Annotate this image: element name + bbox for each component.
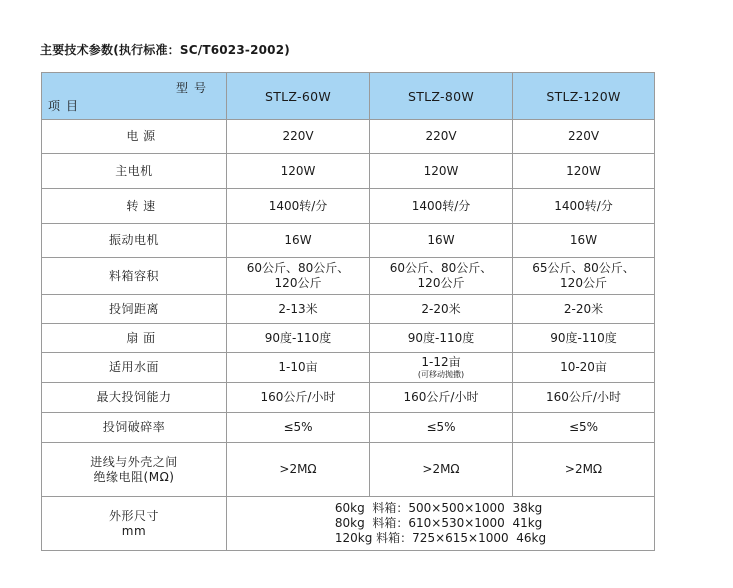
table-row	[42, 154, 655, 189]
table-row	[42, 324, 655, 353]
table-row	[42, 189, 655, 224]
table-cell	[370, 258, 513, 295]
dimensions-line: 120kg 料箱：725×615×1000 46kg	[334, 531, 547, 545]
corner-header-cell	[42, 73, 227, 120]
table-row	[42, 295, 655, 324]
table-cell	[227, 258, 370, 295]
table-cell	[370, 353, 513, 383]
dimensions-line: 60kg 料箱：500×500×1000 38kg	[334, 501, 543, 515]
label-line: 进线与外壳之间	[90, 454, 178, 469]
cell-line: 65公斤、80公斤、	[532, 261, 635, 275]
table-cell: 160公斤/小时	[227, 383, 370, 413]
row-label: 振动电机	[42, 224, 227, 258]
table-cell: 120W	[370, 154, 513, 189]
table-cell: 120W	[227, 154, 370, 189]
table-cell: >2MΩ	[513, 443, 655, 497]
table-cell	[513, 258, 655, 295]
cell-note: (可移动抛撒)	[417, 370, 465, 379]
table-cell: 16W	[227, 224, 370, 258]
table-cell: 160公斤/小时	[370, 383, 513, 413]
cell-line: 60公斤、80公斤、	[246, 261, 350, 275]
cell-line: 120公斤	[417, 276, 465, 290]
table-cell: 160公斤/小时	[513, 383, 655, 413]
table-cell: 220V	[227, 120, 370, 154]
table-cell: 1400转/分	[513, 189, 655, 224]
cell-line: 120公斤	[560, 276, 607, 290]
model-stlz-60w: STLZ-60W	[227, 73, 370, 120]
dimensions-line: 80kg 料箱：610×530×1000 41kg	[334, 516, 543, 530]
table-cell: ≤5%	[227, 413, 370, 443]
table-cell: 10-20亩	[513, 353, 655, 383]
table-row	[42, 383, 655, 413]
table-header-row	[42, 73, 655, 120]
row-label: 扇 面	[42, 324, 227, 353]
table-cell: 1400转/分	[227, 189, 370, 224]
table-cell: 120W	[513, 154, 655, 189]
row-label: 主电机	[42, 154, 227, 189]
label-line: 绝缘电阻(MΩ)	[93, 469, 175, 484]
row-label: 投饲破碎率	[42, 413, 227, 443]
dimensions-list	[335, 501, 546, 546]
dimensions-label: 外形尺寸	[108, 508, 159, 523]
table-cell: 220V	[370, 120, 513, 154]
dimensions-unit: mm	[121, 523, 147, 538]
table-cell: 2-20米	[513, 295, 655, 324]
row-label: 最大投饲能力	[42, 383, 227, 413]
table-cell: 1400转/分	[370, 189, 513, 224]
table-row	[42, 120, 655, 154]
row-label: 料箱容积	[42, 258, 227, 295]
row-label: 电 源	[42, 120, 227, 154]
table-row	[42, 224, 655, 258]
table-cell: 90度-110度	[370, 324, 513, 353]
cell-line: 120公斤	[274, 276, 322, 290]
table-cell: ≤5%	[513, 413, 655, 443]
table-cell: 2-20米	[370, 295, 513, 324]
table-cell: >2MΩ	[227, 443, 370, 497]
table-cell: ≤5%	[370, 413, 513, 443]
dimensions-cell	[227, 497, 655, 551]
cell-line: 60公斤、80公斤、	[389, 261, 493, 275]
table-cell: 220V	[513, 120, 655, 154]
row-label: 转 速	[42, 189, 227, 224]
model-header-label: 型号	[175, 81, 212, 95]
spec-table	[41, 72, 655, 551]
row-label: 适用水面	[42, 353, 227, 383]
table-cell: 90度-110度	[227, 324, 370, 353]
model-stlz-120w: STLZ-120W	[513, 73, 655, 120]
table-cell: 2-13米	[227, 295, 370, 324]
table-cell: 16W	[370, 224, 513, 258]
table-row	[42, 413, 655, 443]
table-cell: 16W	[513, 224, 655, 258]
table-cell: 1-10亩	[227, 353, 370, 383]
table-row	[42, 258, 655, 295]
model-stlz-80w: STLZ-80W	[370, 73, 513, 120]
document-title: 主要技术参数(执行标准：SC/T6023-2002)	[40, 43, 290, 57]
row-label	[42, 443, 227, 497]
row-label: 投饲距离	[42, 295, 227, 324]
table-row	[42, 353, 655, 383]
table-cell: >2MΩ	[370, 443, 513, 497]
row-label	[42, 497, 227, 551]
item-header-label: 项目	[48, 99, 85, 113]
table-cell: 90度-110度	[513, 324, 655, 353]
dimensions-row	[42, 497, 655, 551]
table-row	[42, 443, 655, 497]
cell-line: 1-12亩	[421, 355, 461, 369]
